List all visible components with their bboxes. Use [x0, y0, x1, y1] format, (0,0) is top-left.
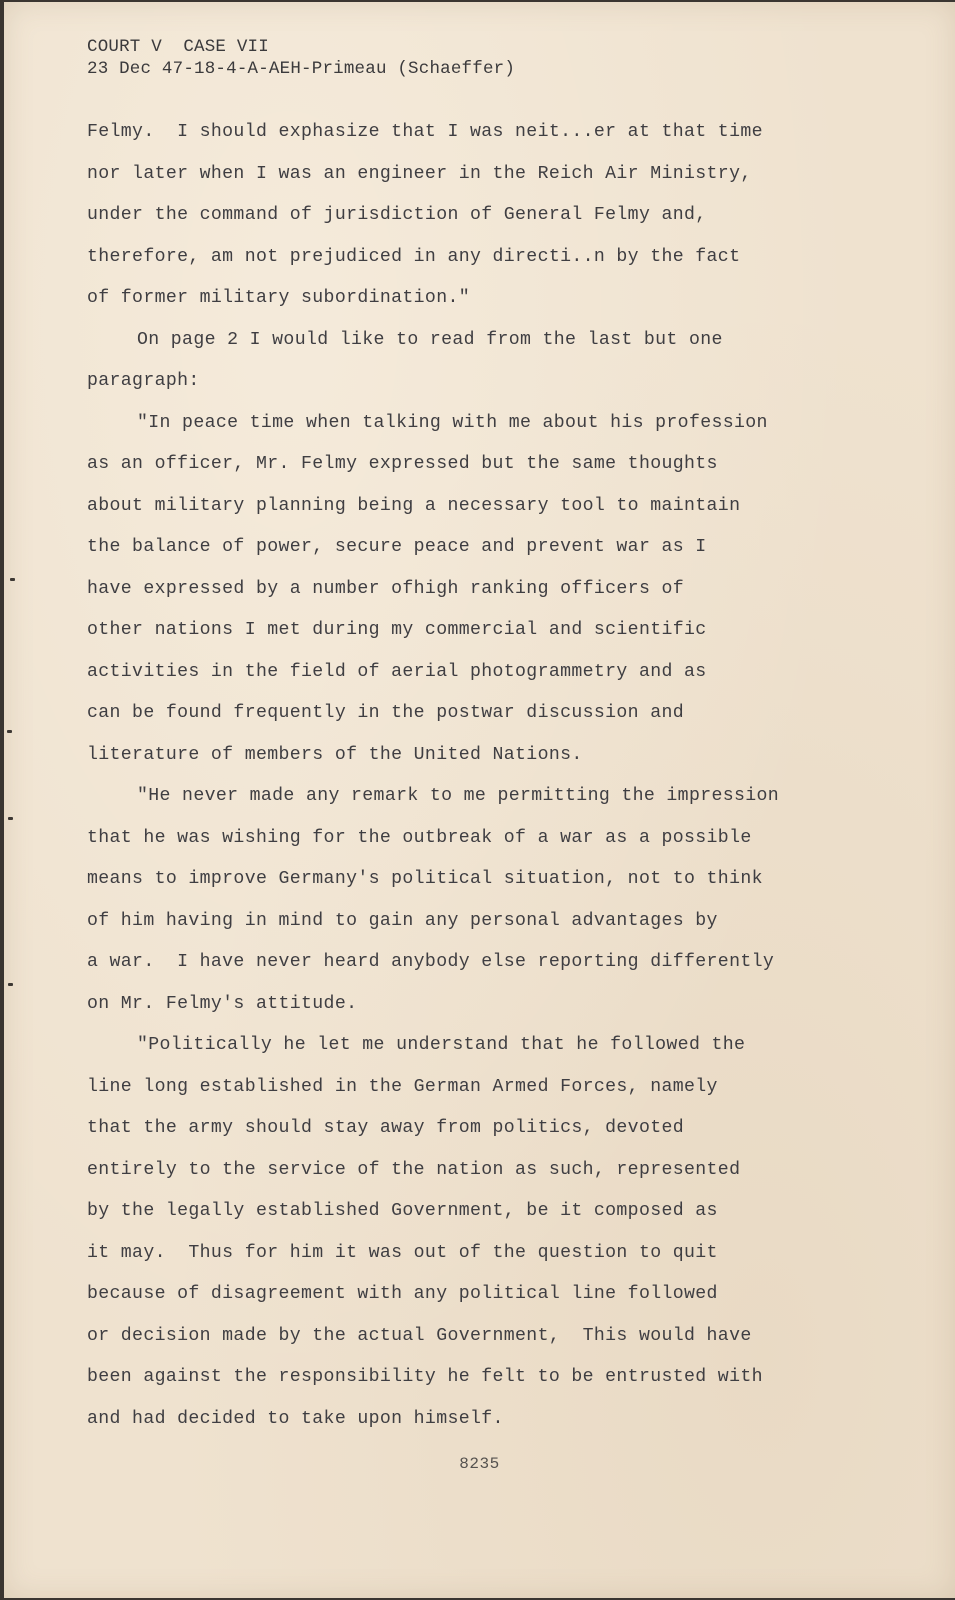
document-header: [87, 36, 515, 80]
text-line: it may. Thus for him it was out of the question to quit: [87, 1242, 718, 1263]
text-line: the balance of power, secure peace and prevent war as I: [87, 537, 707, 557]
text-line: under the command of jurisdiction of General Felmy and,: [87, 205, 707, 225]
text-line: on Mr. Felmy's attitude.: [87, 993, 358, 1014]
text-line: that he was wishing for the outbreak of a war as a possible: [87, 827, 752, 848]
paragraph-start-line: "In peace time when talking with me about his profession: [137, 412, 768, 433]
text-line: about military planning being a necessary tool to maintain: [87, 495, 741, 516]
page-number: 8235: [459, 1455, 500, 1473]
text-line: Felmy. I should exphasize that I was neit...er at that time: [87, 122, 763, 142]
text-line: by the legally established Government, be it composed as: [87, 1201, 718, 1221]
text-line: or decision made by the actual Government, This would have: [87, 1325, 752, 1346]
paragraph-start-line: On page 2 I would like to read from the last but one: [137, 329, 723, 350]
text-line: and had decided to take upon himself.: [87, 1408, 504, 1429]
paragraph-start-line: "Politically he let me understand that he followed the: [137, 1035, 746, 1055]
margin-speck: [8, 817, 13, 820]
text-line: paragraph:: [87, 371, 200, 391]
text-line: been against the responsibility he felt to be entrusted with: [87, 1367, 763, 1387]
text-line: therefore, am not prejudiced in any directi..n by the fact: [87, 246, 741, 267]
header-court-case: COURT V CASE VII: [87, 37, 269, 57]
paragraph-start-line: "He never made any remark to me permitting the impression: [137, 786, 780, 806]
document-body: [87, 112, 877, 1440]
text-line: of him having in mind to gain any personal advantages by: [87, 910, 718, 931]
text-line: other nations I met during my commercial and scientific: [87, 620, 707, 640]
margin-speck: [8, 983, 13, 986]
text-line: can be found frequently in the postwar discussion and: [87, 703, 685, 723]
margin-speck: [10, 578, 15, 581]
text-line: means to improve Germany's political situation, not to think: [87, 869, 763, 889]
text-line: literature of members of the United Nations.: [87, 744, 583, 765]
margin-speck: [7, 730, 12, 733]
text-line: as an officer, Mr. Felmy expressed but the same thoughts: [87, 454, 718, 474]
text-line: because of disagreement with any political line followed: [87, 1284, 718, 1304]
text-line: a war. I have never heard anybody else reporting differently: [87, 952, 775, 972]
text-line: that the army should stay away from politics, devoted: [87, 1118, 685, 1138]
header-date-reference: 23 Dec 47-18-4-A-AEH-Primeau (Schaeffer): [87, 59, 516, 79]
text-line: of former military subordination.": [87, 288, 470, 308]
document-page: [4, 2, 955, 1598]
text-line: entirely to the service of the nation as such, represented: [87, 1159, 741, 1180]
text-line: activities in the field of aerial photogrammetry and as: [87, 661, 707, 682]
text-line: nor later when I was an engineer in the Reich Air Ministry,: [87, 163, 752, 184]
text-line: have expressed by a number ofhigh ranking officers of: [87, 578, 685, 599]
text-line: line long established in the German Armed Forces, namely: [87, 1076, 718, 1097]
